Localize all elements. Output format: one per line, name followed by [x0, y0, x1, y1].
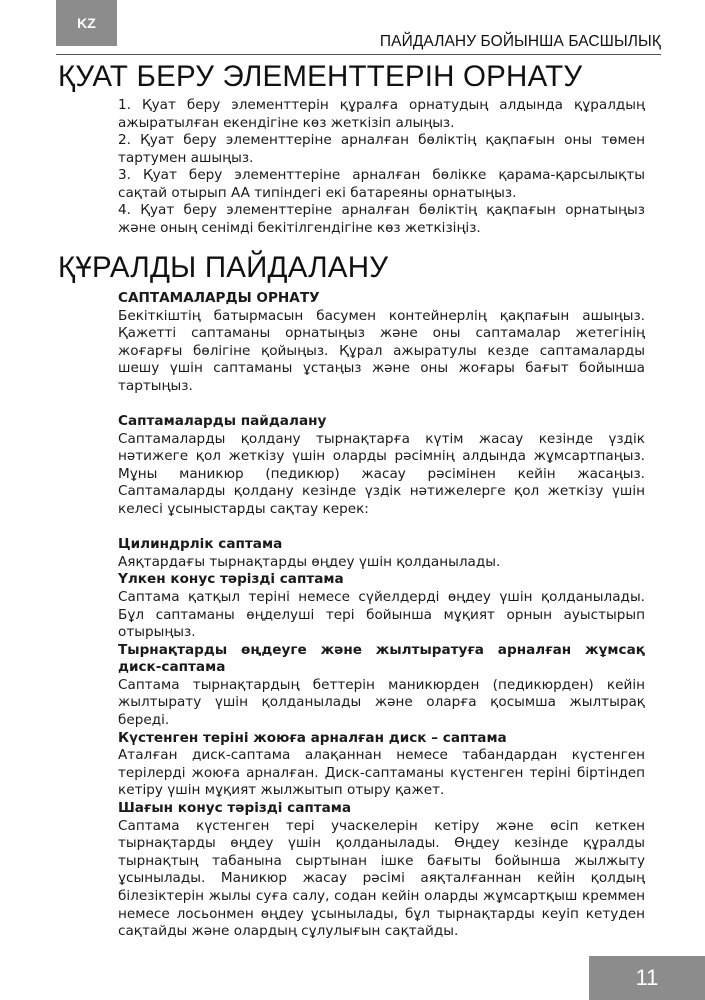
nozzle-heading: Тырнақтарды өңдеуге және жылтыратуға арналған жұмсақ диск-саптама	[118, 641, 645, 676]
nozzle-text: Саптама тырнақтардың беттерін маникюрден (педикюрден) кейін жылтырату үшін қолданылады және оларға қосымша жылтырақ береді.	[118, 676, 645, 729]
nozzle-heading: Шағын конус тәрізді саптама	[118, 800, 352, 817]
nozzle-text: Аталған диск-саптама алақаннан немесе табандардан күстенген терілерді жоюға арналған. Диск-саптаманы күстенген теріні біртіндеп кетіру үшін мұқият жылжытып отыру қажет.	[118, 747, 645, 799]
nozzle-heading: Цилиндрлік саптама	[118, 536, 283, 553]
usage-section-title: ҚҰРАЛДЫ ПАЙДАЛАНУ	[58, 251, 389, 284]
running-header: ПАЙДАЛАНУ БОЙЫНША БАСШЫЛЫҚ	[379, 33, 661, 50]
paragraph-spacer	[118, 396, 645, 414]
nozzle-text: Саптама күстенген тері учаскелерін кетіру және өсіп кеткен тырнақтарды өңдеу үшін қолданылады. Өңдеу кезінде құралды тырнақтың табанына сыртынан ішке бағыты бойынша жылжыту ұсынылады. Маникюр жасау рәсімі аяқталғаннан кейін қолдың білезіктерін жылы суға салу, содан кейін оларды жұмсартқыш креммен немесе лосьонмен өңдеу ұсынылады, бұл тырнақтарды кеуіп кетуден сақтайды және олардың сұлулығын сақтайды.	[118, 817, 645, 940]
page-number: 11	[589, 956, 705, 1000]
nozzle-heading: Үлкен конус тәрізді саптама	[118, 571, 344, 588]
install-step: 4. Қуат беру элементтеріне арналған бөліктің қақпағын орнатыңыз және оның сенімді бекітілгендігіне көз жеткізіңіз.	[118, 202, 645, 236]
install-step: 3. Қуат беру элементтеріне арналған бөлікке қарама-қарсылықты сақтай отырып AA типіндегі екі батареяны орнатыңыз.	[118, 167, 645, 201]
install-step: 1. Қуат беру элементтерін құралға орнатудың алдында құралдың ажыратылған екендігіне көз жеткізіп алыңыз.	[118, 97, 645, 131]
usage-section-body	[118, 290, 645, 941]
using-text: Саптамаларды қолдану тырнақтарға күтім жасау кезінде үздік нәтижеге қол жеткізу үшін оларды рәсімнің алдында жұмсартпаңыз. Мұны маникюр (педикюр) жасау рәсімінен кейін жасаңыз. Саптамаларды қолдану кезінде үздік нәтижелерге қол жеткізу үшін келесі ұсыныстарды сақтау керек:	[118, 430, 645, 518]
using-heading: Саптамаларды пайдалану	[118, 413, 327, 430]
language-tab: KZ	[56, 0, 117, 46]
header-divider	[56, 54, 661, 55]
attach-text: Бекіткіштің батырмасын басумен контейнерлің қақпағын ашыңыз. Қажетті саптаманы орнатыңыз және оны саптамалар жетегінің жоғарғы бөлігіне қойыңыз. Құрал ажыратулы кезде саптамаларды шешу үшін саптаманы ұстаңыз және оны жоғары бағыт бойынша тартыңыз.	[118, 307, 645, 394]
nozzle-text: Саптама қатқыл теріні немесе сүйелдерді өңдеу үшін қолданылады. Бұл саптаманы өңделуші тері бойынша мұқият орнын ауыстырып отырыңыз.	[118, 588, 645, 641]
attach-heading: САПТАМАЛАРДЫ ОРНАТУ	[118, 290, 320, 306]
power-section-title: ҚУАТ БЕРУ ЭЛЕМЕНТТЕРІН ОРНАТУ	[58, 60, 583, 93]
nozzle-heading: Күстенген теріні жоюға арналған диск – саптама	[118, 729, 507, 746]
install-step: 2. Қуат беру элементтеріне арналған бөліктің қақпағын оны төмен тартумен ашыңыз.	[118, 132, 645, 166]
nozzle-text: Аяқтардағы тырнақтарды өңдеу үшін қолданылады.	[118, 553, 501, 570]
paragraph-spacer	[118, 519, 645, 537]
battery-install-steps	[118, 97, 645, 237]
